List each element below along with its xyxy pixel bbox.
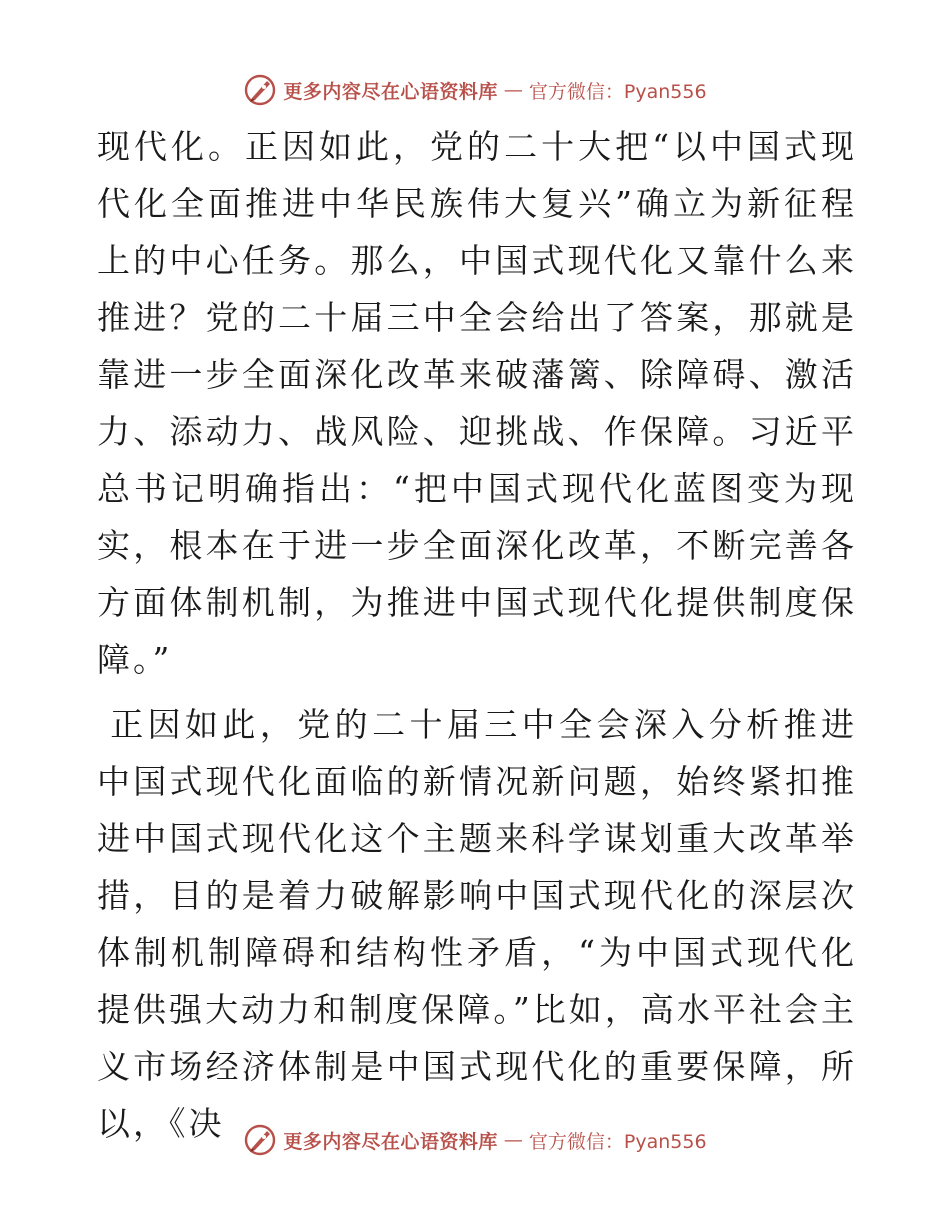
paragraph-1: 现代化。正因如此，党的二十大把“以中国式现代化全面推进中华民族伟大复兴”确立为新征程上的中心任务。那么，中国式现代化又靠什么来推进？党的二十届三中全会给出了答案，那就是靠进一步全面深化改革来破藩篱、除障碍、激活力、添动力、战风险、迎挑战、作保障。习近平总书记明确指出：“把中国式现代化蓝图变为现实，根本在于进一步全面深化改革，不断完善各方面体制机制，为推进中国式现代化提供制度保障。”: [97, 127, 857, 679]
paragraph-2: 正因如此，党的二十届三中全会深入分析推进中国式现代化面临的新情况新问题，始终紧扣推进中国式现代化这个主题来科学谋划重大改革举措，目的是着力破解影响中国式现代化的深层次体制机制障碍和结构性矛盾，“为中国式现代化提供强大动力和制度保障。”比如，高水平社会主义市场经济体制是中国式现代化的重要保障，所以，《决: [97, 705, 857, 1143]
watermark-contact-text: 官方微信：Pyan556: [528, 80, 707, 103]
header-watermark: [0, 70, 950, 110]
footer-watermark: [0, 1120, 950, 1160]
document-body: [97, 118, 857, 1152]
watermark-site-text: 更多内容尽在心语资料库: [283, 80, 498, 103]
quill-logo-icon: [243, 1123, 277, 1157]
watermark-contact-text: 官方微信：Pyan556: [528, 1130, 707, 1153]
watermark-dash: —: [503, 79, 523, 101]
quill-logo-icon: [243, 73, 277, 107]
watermark-dash: —: [503, 1129, 523, 1151]
watermark-site-text: 更多内容尽在心语资料库: [283, 1130, 498, 1153]
